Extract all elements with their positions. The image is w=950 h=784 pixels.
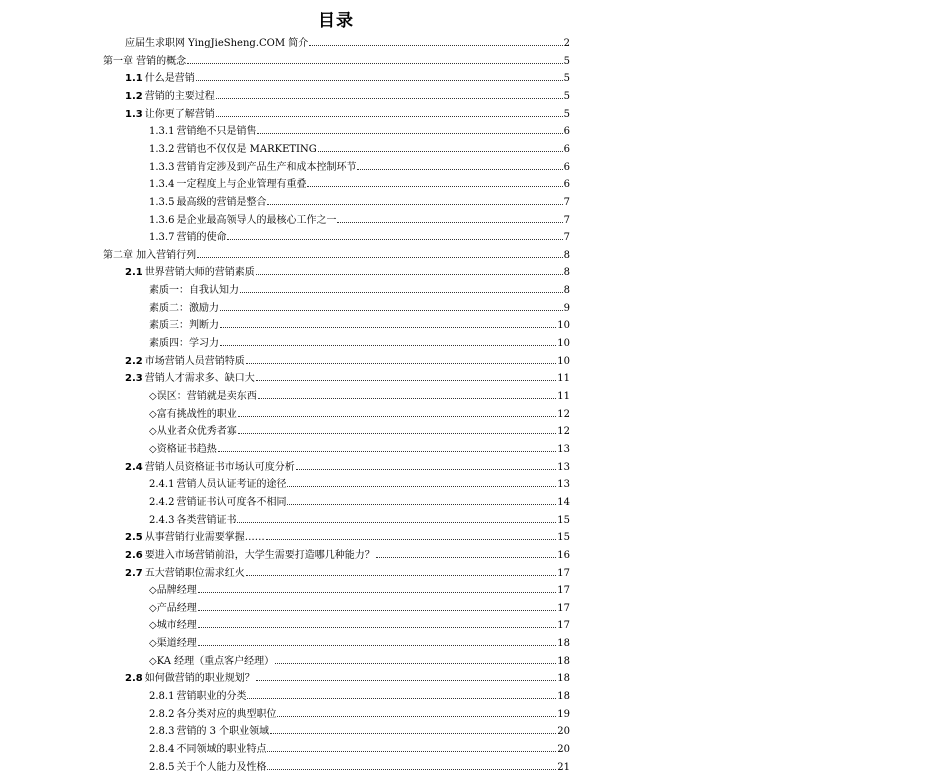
toc-entry[interactable] xyxy=(125,529,570,543)
toc-page-number: 17 xyxy=(557,620,570,632)
toc-entry-title: ◇资格证书趋热 xyxy=(149,443,217,455)
toc-entry-title: 营销的使命 xyxy=(176,232,227,244)
toc-page-number: 7 xyxy=(563,214,570,226)
toc-entry[interactable] xyxy=(149,759,570,773)
toc-page-number: 18 xyxy=(557,638,570,650)
toc-page-number: 12 xyxy=(557,426,570,438)
toc-entry[interactable] xyxy=(125,459,570,473)
toc-dot-leader xyxy=(256,670,557,681)
toc-entry-title: 市场营销人员营销特质 xyxy=(144,355,245,367)
toc-entry[interactable] xyxy=(103,53,570,67)
toc-entry[interactable] xyxy=(125,70,570,84)
toc-entry-title: 营销人员资格证书市场认可度分析 xyxy=(144,461,295,473)
toc-entry[interactable] xyxy=(149,406,570,420)
toc-page-number: 5 xyxy=(563,108,570,120)
toc-page-number: 17 xyxy=(557,567,570,579)
toc-entry[interactable] xyxy=(149,282,570,296)
toc-entry[interactable] xyxy=(125,547,570,561)
toc-dot-leader xyxy=(318,141,563,152)
toc-entry-title: 营销绝不只是销售 xyxy=(176,126,257,138)
toc-page-number: 13 xyxy=(557,443,570,455)
toc-entry-number: 2.4.3 xyxy=(149,514,175,526)
toc-page-number: 5 xyxy=(563,73,570,85)
toc-entry-title: 第二章 加入营销行列 xyxy=(103,249,197,261)
toc-entry-number: 2.5 xyxy=(125,532,143,544)
toc-entry[interactable] xyxy=(149,688,570,702)
toc-entry-number: 2.8.1 xyxy=(149,691,175,703)
toc-entry-number: 1.3 xyxy=(125,108,143,120)
toc-page-number: 20 xyxy=(557,726,570,738)
toc-entry-number: 2.8.4 xyxy=(149,744,175,755)
toc-entry-number: 2.4.1 xyxy=(149,479,175,491)
toc-entry-title: ◇品牌经理 xyxy=(149,585,197,597)
toc-entry[interactable] xyxy=(149,617,570,631)
toc-dot-leader xyxy=(376,547,557,558)
toc-page-number: 6 xyxy=(563,161,570,173)
toc-entry-title: ◇产品经理 xyxy=(149,602,197,614)
toc-dot-leader xyxy=(187,53,562,64)
toc-page-number: 2 xyxy=(563,38,570,49)
toc-entry-number: 1.3.5 xyxy=(149,196,175,208)
toc-entry-title: ◇城市经理 xyxy=(149,620,197,632)
toc-dot-leader xyxy=(196,70,563,81)
toc-entry-title: ◇KA 经理（重点客户经理） xyxy=(149,655,275,667)
toc-entry[interactable] xyxy=(149,194,570,208)
toc-entry[interactable] xyxy=(149,300,570,314)
toc-dot-leader xyxy=(198,635,557,646)
toc-dot-leader xyxy=(256,370,557,381)
toc-entry[interactable] xyxy=(149,123,570,137)
toc-entry-title: 营销人才需求多、缺口大 xyxy=(144,373,255,385)
toc-page-number: 18 xyxy=(557,691,570,703)
toc-entry-title: ◇富有挑战性的职业 xyxy=(149,408,237,420)
toc-page-number: 7 xyxy=(563,232,570,244)
toc-dot-leader xyxy=(237,512,556,523)
toc-entry[interactable] xyxy=(149,582,570,596)
toc-entry-title: 一定程度上与企业管理有重叠 xyxy=(176,179,307,191)
toc-page-number: 11 xyxy=(557,391,570,402)
toc-entry-title: 最高级的营销是整合 xyxy=(176,196,267,208)
toc-page-number: 9 xyxy=(563,302,570,314)
toc-entry-title: 关于个人能力及性格 xyxy=(176,761,267,773)
toc-dot-leader xyxy=(267,194,562,205)
toc-entry-number: 1.3.4 xyxy=(149,179,175,191)
toc-page-number: 13 xyxy=(557,479,570,491)
toc-entry-title: 营销肯定涉及到产品生产和成本控制环节 xyxy=(176,161,357,173)
toc-dot-leader xyxy=(270,723,556,734)
toc-entry[interactable] xyxy=(149,212,570,226)
toc-page-number: 16 xyxy=(557,549,570,561)
toc-entry-title: 要进入市场营销前沿，大学生需要打造哪几种能力？ xyxy=(144,549,375,561)
toc-dot-leader xyxy=(216,106,563,117)
toc-dot-leader xyxy=(257,123,562,134)
toc-dot-leader xyxy=(220,300,563,311)
toc-dot-leader xyxy=(287,494,556,505)
toc-page-number: 6 xyxy=(563,179,570,191)
toc-entry-title: 素质四：学习力 xyxy=(149,338,219,350)
toc-dot-leader xyxy=(307,176,562,187)
toc-entry-number: 1.3.3 xyxy=(149,161,175,173)
toc-entry-title: 不同领域的职业特点 xyxy=(176,744,267,755)
toc-page-number: 15 xyxy=(557,514,570,526)
toc-entry[interactable] xyxy=(149,494,570,508)
toc-entry-title: 营销的主要过程 xyxy=(144,90,215,102)
toc-entry-title: ◇渠道经理 xyxy=(149,638,197,650)
toc-entry[interactable] xyxy=(149,476,570,490)
toc-page-number: 11 xyxy=(557,373,570,385)
toc-dot-leader xyxy=(220,317,556,328)
toc-entry-number: 1.3.2 xyxy=(149,143,175,155)
page-title: 目录 xyxy=(318,11,354,31)
toc-dot-leader xyxy=(246,565,557,576)
toc-entry-title: 营销人员认证考证的途径 xyxy=(176,479,287,491)
toc-entry-title: ◇从业者众优秀者寡 xyxy=(149,426,237,438)
toc-dot-leader xyxy=(238,423,557,434)
toc-page-number: 10 xyxy=(557,320,570,332)
toc-dot-leader xyxy=(198,617,557,628)
toc-entry[interactable] xyxy=(149,229,570,243)
toc-page-number: 17 xyxy=(557,602,570,614)
toc-entry[interactable] xyxy=(149,335,570,349)
toc-entry-title: 营销职业的分类 xyxy=(176,691,247,703)
toc-page-number: 5 xyxy=(563,55,570,67)
toc-page-number: 13 xyxy=(557,461,570,473)
toc-page-number: 18 xyxy=(557,655,570,667)
toc-entry[interactable] xyxy=(125,353,570,367)
toc-entry-number: 1.3.6 xyxy=(149,214,175,226)
toc-entry[interactable] xyxy=(149,653,570,667)
toc-page-number: 5 xyxy=(563,90,570,102)
toc-entry-title: 五大营销职位需求红火 xyxy=(144,567,245,579)
toc-entry[interactable] xyxy=(149,423,570,437)
toc-entry[interactable] xyxy=(125,565,570,579)
toc-page-number: 15 xyxy=(557,532,570,544)
toc-entry-number: 2.3 xyxy=(125,373,143,385)
toc-entry-title: 世界营销大师的营销素质 xyxy=(144,267,255,279)
toc-entry-title: 素质一：自我认知力 xyxy=(149,285,239,297)
toc-dot-leader xyxy=(197,247,562,258)
toc-entry[interactable] xyxy=(125,370,570,384)
toc-dot-leader xyxy=(258,388,557,399)
toc-dot-leader xyxy=(277,706,556,717)
toc-entry-number: 2.4 xyxy=(125,461,143,473)
toc-page-number: 6 xyxy=(563,143,570,155)
toc-entry[interactable] xyxy=(149,600,570,614)
toc-entry-number: 2.2 xyxy=(125,355,143,367)
toc-entry-number: 2.8.2 xyxy=(149,708,175,720)
toc-entry-title: 第一章 营销的概念 xyxy=(103,55,187,67)
toc-dot-leader xyxy=(247,688,556,699)
toc-entry-title: 各类营销证书 xyxy=(176,514,237,526)
toc-page-number: 6 xyxy=(563,126,570,138)
toc-dot-leader xyxy=(198,600,557,611)
toc-page-number: 8 xyxy=(563,285,570,297)
toc-entry[interactable] xyxy=(125,670,570,684)
toc-page-number: 12 xyxy=(557,408,570,420)
toc-entry[interactable] xyxy=(149,141,570,155)
toc-entry-title: 素质三：判断力 xyxy=(149,320,219,332)
toc-page-number: 20 xyxy=(557,744,570,755)
toc-entry-number: 2.8.3 xyxy=(149,726,175,738)
toc-entry[interactable] xyxy=(149,317,570,331)
toc-entry[interactable] xyxy=(149,159,570,173)
toc-entry-number: 2.8 xyxy=(125,673,143,685)
toc-entry[interactable] xyxy=(149,723,570,737)
toc-entry[interactable] xyxy=(125,88,570,102)
toc-dot-leader xyxy=(357,159,562,170)
toc-page-number: 18 xyxy=(557,673,570,685)
toc-entry-title: 各分类对应的典型职位 xyxy=(176,708,277,720)
toc-dot-leader xyxy=(256,264,563,275)
toc-page-number: 19 xyxy=(557,708,570,720)
toc-page-number: 17 xyxy=(557,585,570,597)
toc-page-number: 21 xyxy=(557,761,570,773)
toc-dot-leader xyxy=(227,229,562,240)
toc-page-number: 10 xyxy=(557,338,570,350)
toc-dot-leader xyxy=(198,582,557,593)
toc-dot-leader xyxy=(266,529,557,540)
toc-entry[interactable] xyxy=(149,635,570,649)
toc-entry[interactable] xyxy=(149,388,570,402)
toc-page-number: 10 xyxy=(557,355,570,367)
toc-entry[interactable] xyxy=(149,441,570,455)
toc-entry-title: 营销也不仅仅是 MARKETING xyxy=(176,143,317,155)
toc-entry-title: 营销的 3 个职业领域 xyxy=(176,726,270,738)
toc-dot-leader xyxy=(246,353,557,364)
toc-entry-number: 1.1 xyxy=(125,73,143,85)
toc-dot-leader xyxy=(238,406,557,417)
toc-entry-title: 应届生求职网 YingJieSheng.COM 简介 xyxy=(125,38,309,49)
toc-entry-title: 营销证书认可度各不相同 xyxy=(176,496,287,508)
toc-entry[interactable] xyxy=(149,706,570,720)
toc-entry-number: 1.3.1 xyxy=(149,126,175,138)
toc-entry-title: ◇误区：营销就是卖东西 xyxy=(149,391,257,402)
toc-entry-number: 1.2 xyxy=(125,90,143,102)
toc-entry-number: 2.6 xyxy=(125,549,143,561)
toc-dot-leader xyxy=(267,741,556,752)
toc-entry-number: 2.4.2 xyxy=(149,496,175,508)
toc-dot-leader xyxy=(296,459,557,470)
toc-dot-leader xyxy=(240,282,563,293)
toc-entry[interactable] xyxy=(149,741,570,755)
toc-entry[interactable] xyxy=(103,247,570,261)
toc-entry[interactable] xyxy=(125,106,570,120)
toc-entry-number: 1.3.7 xyxy=(149,232,175,244)
toc-entry[interactable] xyxy=(149,512,570,526)
toc-dot-leader xyxy=(309,35,562,46)
toc-dot-leader xyxy=(287,476,556,487)
toc-entry-number: 2.7 xyxy=(125,567,143,579)
toc-entry[interactable] xyxy=(125,35,570,49)
toc-dot-leader xyxy=(275,653,556,664)
toc-entry[interactable] xyxy=(149,176,570,190)
toc-entry[interactable] xyxy=(125,264,570,278)
toc-dot-leader xyxy=(337,212,562,223)
toc-entry-title: 让你更了解营销 xyxy=(144,108,215,120)
toc-entry-number: 2.1 xyxy=(125,267,143,279)
toc-dot-leader xyxy=(218,441,557,452)
toc-page-number: 14 xyxy=(557,496,570,508)
toc-entry-number: 2.8.5 xyxy=(149,761,175,773)
toc-entry-title: 什么是营销 xyxy=(144,73,195,85)
toc-dot-leader xyxy=(220,335,556,346)
toc-page-number: 8 xyxy=(563,249,570,261)
toc-page-number: 8 xyxy=(563,267,570,279)
toc-entry-title: 如何做营销的职业规划？ xyxy=(144,673,255,685)
toc-entry-title: 从事营销行业需要掌握…… xyxy=(144,532,265,544)
toc-page-number: 7 xyxy=(563,196,570,208)
toc-entry-title: 是企业最高领导人的最核心工作之一 xyxy=(176,214,337,226)
toc-dot-leader xyxy=(267,759,556,770)
toc-dot-leader xyxy=(216,88,563,99)
toc-entry-title: 素质二：激励力 xyxy=(149,302,219,314)
